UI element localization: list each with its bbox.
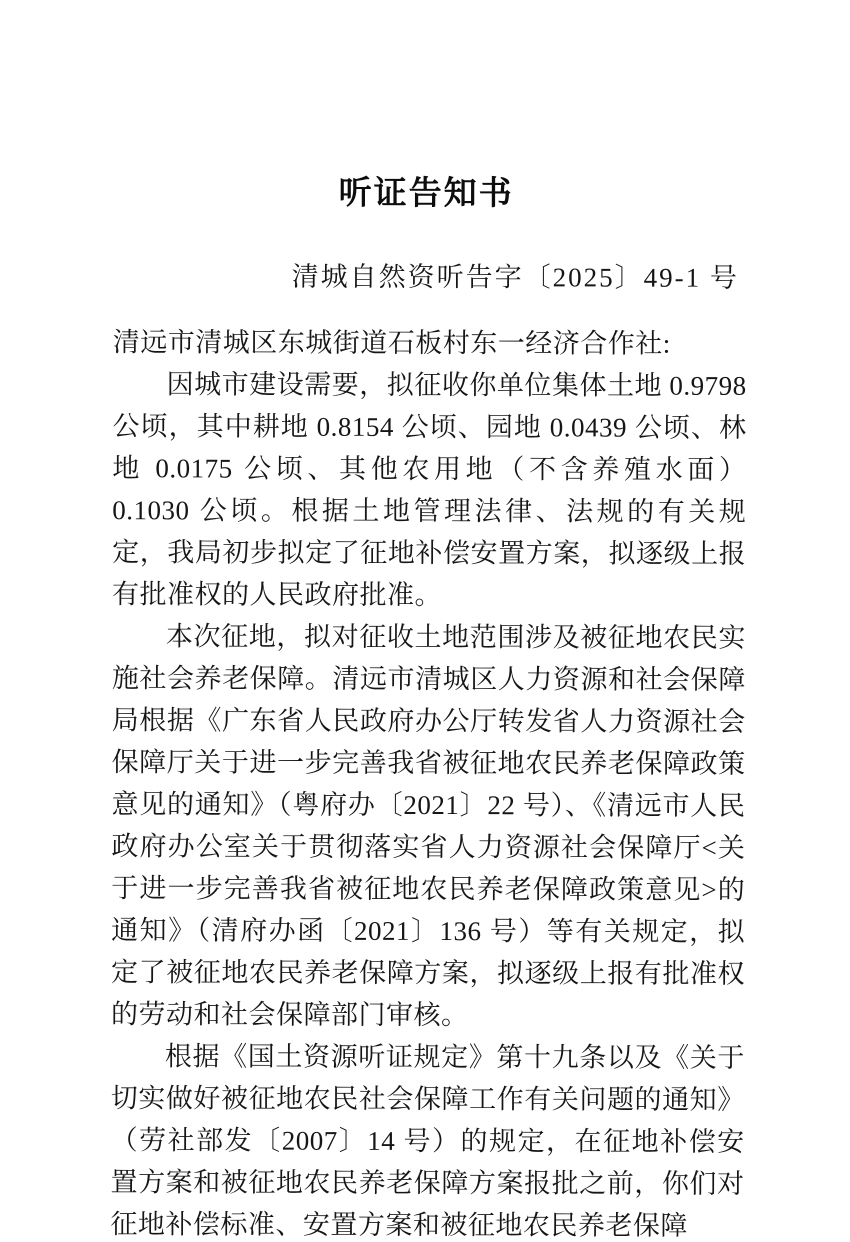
document-title: 听证告知书 xyxy=(338,173,514,212)
body-paragraph-1: 因城市建设需要，拟征收你单位集体土地 0.9798 公顷，其中耕地 0.8154 公顷、园地 0.0439 公顷、林地 0.0175 公顷、其他农用地（不含养殖水面）0.1030 公顷。根据土地管理法律、法规的有关规定，我局初步拟定了征地补偿安置方案，拟逐级上报有批准权的人民政府批准。 xyxy=(112,369,747,611)
body-paragraph-2: 本次征地，拟对征收土地范围涉及被征地农民实施社会养老保障。清远市清城区人力资源和社会保障局根据《广东省人民政府办公厅转发省人力资源社会保障厅关于进一步完善我省被征地农民养老保障政策意见的通知》（粤府办〔2021〕22 号）、《清远市人民政府办公室关于贯彻落实省人力资源社会保障厅<关于进一步完善我省被征地农民养老保障政策意见>的通知》（清府办函〔2021〕136 号）等有关规定，拟定了被征地农民养老保障方案，拟逐级上报有批准权的劳动和社会保障部门审核。 xyxy=(110,621,746,1031)
addressee-line: 清远市清城区东城街道石板村东一经济合作社: xyxy=(112,327,671,359)
document-body xyxy=(110,321,746,1242)
document-number: 清城自然资听告字〔2025〕49-1 号 xyxy=(291,261,739,293)
body-paragraph-3: 根据《国土资源听证规定》第十九条以及《关于切实做好被征地农民社会保障工作有关问题的通知》（劳社部发〔2007〕14 号）的规定，在征地补偿安置方案和被征地农民养老保障方案报批之前，你们对征地补偿标准、安置方案和被征地农民养老保障 xyxy=(110,1041,745,1241)
